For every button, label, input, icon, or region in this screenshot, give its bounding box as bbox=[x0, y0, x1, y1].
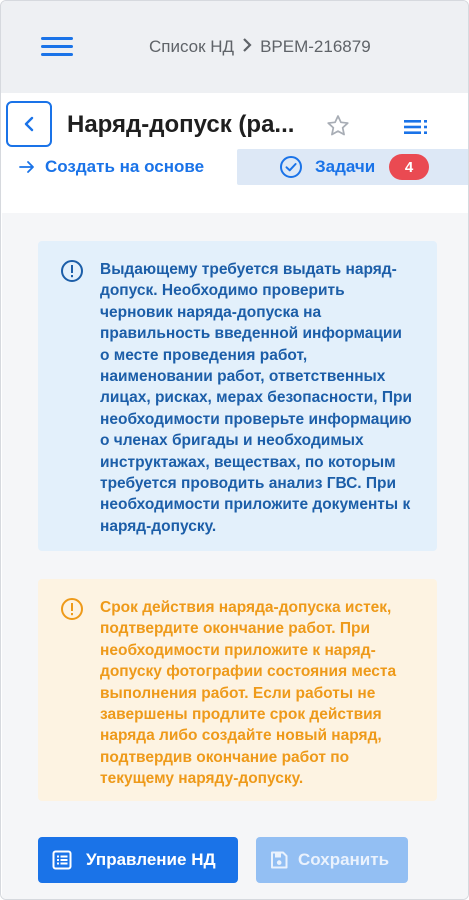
list-box-icon bbox=[52, 850, 72, 870]
tasks-button[interactable] bbox=[237, 149, 469, 185]
chevron-left-icon bbox=[23, 116, 35, 132]
save-label: Сохранить bbox=[298, 850, 390, 869]
manage-nd-button[interactable] bbox=[38, 837, 238, 883]
star-outline-icon[interactable] bbox=[325, 113, 351, 139]
tasks-label: Задачи bbox=[315, 157, 376, 176]
warning-alert bbox=[38, 579, 437, 801]
main-content bbox=[2, 213, 469, 900]
top-app-bar bbox=[1, 1, 468, 93]
info-alert bbox=[38, 241, 437, 551]
page-header bbox=[1, 93, 468, 213]
warning-alert-text: Срок действия наряда-допуска истек, подтвердите окончание работ. При необходимости приложите к наряд-допуску фотографии состояния места выполнения работ. Если работы не завершены продлите срок действия наряда либо создайте новый наряд, подтвердив окончание работ по текущему наряду-допуску. bbox=[100, 599, 397, 788]
warning-circle-icon bbox=[60, 597, 84, 621]
breadcrumb-root-link[interactable]: Список НД bbox=[149, 37, 235, 56]
chevron-right-icon bbox=[242, 37, 252, 57]
create-based-on-label: Создать на основе bbox=[45, 157, 205, 176]
info-alert-text: Выдающему требуется выдать наряд-допуск. Необходимо проверить черновик наряда-допуска на правильность введенной информации о месте проведения работ, наименовании работ, ответственных лицах, рисках, мерах безопасности, При необходимости проверьте информацию о членах бригады и необходимых инструктажах, веществах, по которым требуется проводить анализ ГВС. При необходимости приложите документы к наряд-допуску. bbox=[100, 261, 412, 535]
floppy-disk-icon bbox=[270, 851, 288, 869]
info-circle-icon bbox=[60, 259, 84, 283]
create-based-on-button[interactable] bbox=[19, 155, 204, 179]
tasks-count-badge: 4 bbox=[389, 154, 429, 180]
hamburger-icon[interactable] bbox=[41, 35, 75, 59]
page-title: Наряд-допуск (ра... bbox=[67, 111, 295, 138]
arrow-right-icon bbox=[19, 159, 35, 175]
check-circle-icon bbox=[279, 155, 303, 179]
list-menu-icon[interactable] bbox=[403, 117, 429, 137]
breadcrumb bbox=[149, 36, 371, 58]
breadcrumb-current: ВРЕМ-216879 bbox=[260, 37, 371, 56]
save-button[interactable] bbox=[256, 837, 408, 883]
back-button[interactable] bbox=[6, 101, 52, 147]
manage-nd-label: Управление НД bbox=[86, 850, 216, 869]
